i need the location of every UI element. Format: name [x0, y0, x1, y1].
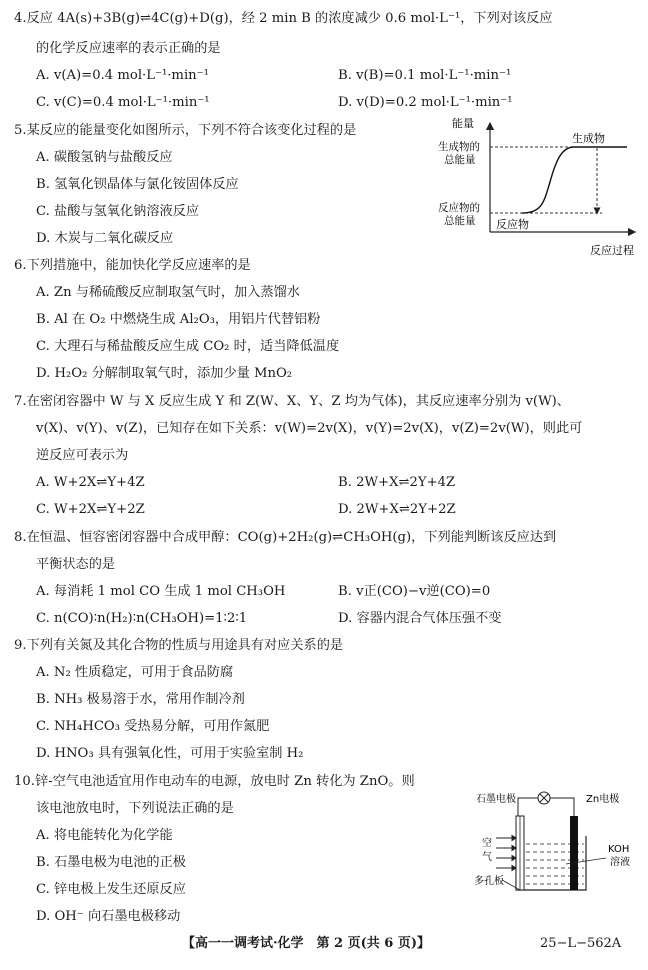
footer-code: 25−L−562A: [540, 936, 622, 951]
q5-option-c: C. 盐酸与氢氧化钠溶液反应: [36, 204, 200, 219]
q5-option-a: A. 碳酸氢钠与盐酸反应: [36, 150, 173, 165]
q8-stem-line1: 8.在恒温、恒容密闭容器中合成甲醇：CO(g)+2H₂(g)⇌CH₃OH(g)，下列能判断该反应达到: [14, 530, 557, 545]
q4-option-a: A. v(A)=0.4 mol·L⁻¹·min⁻¹: [36, 68, 209, 83]
q4-stem-line2: 的化学反应速率的表示正确的是: [36, 41, 221, 56]
reactant-total-line2: 总能量: [444, 215, 476, 227]
q9-option-a: A. N₂ 性质稳定，可用于食品防腐: [36, 665, 234, 680]
q5-option-b: B. 氢氧化钡晶体与氯化铵固体反应: [36, 177, 239, 192]
q10-option-a: A. 将电能转化为化学能: [36, 828, 173, 843]
q7-stem-line1: 7.在密闭容器中 W 与 X 反应生成 Y 和 Z(W、X、Y、Z 均为气体)，其反应速率分别为 v(W)、: [14, 394, 570, 409]
q7-option-a: A. W+2X⇌Y+4Z: [36, 475, 145, 490]
koh-label-1: KOH: [608, 844, 630, 855]
q8-stem-line2: 平衡状态的是: [36, 557, 116, 572]
koh-label-2: 溶液: [610, 857, 630, 868]
energy-curve: [522, 147, 627, 213]
reactant-label: 反应物: [496, 218, 529, 231]
q7-option-d: D. 2W+X⇌2Y+2Z: [338, 502, 456, 517]
q7-option-c: C. W+2X⇌Y+2Z: [36, 502, 145, 517]
q10-stem-line1: 10.锌-空气电池适宜用作电动车的电源，放电时 Zn 转化为 ZnO。则: [14, 774, 415, 789]
bulb-icon: [538, 792, 550, 804]
q6-option-b: B. Al 在 O₂ 中燃烧生成 Al₂O₃，用铝片代替铝粉: [36, 312, 321, 327]
q7-option-b: B. 2W+X⇌2Y+4Z: [338, 475, 456, 490]
q8-option-c: C. n(CO)∶n(H₂)∶n(CH₃OH)=1∶2∶1: [36, 611, 248, 626]
q7-stem-line2: v(X)、v(Y)、v(Z)，已知存在如下关系：v(W)=2v(X)，v(Y)=2v(X)，v(Z)=2v(W)，则此可: [36, 421, 583, 436]
q8-option-d: D. 容器内混合气体压强不变: [338, 611, 502, 626]
q8-option-b: B. v正(CO)−v逆(CO)=0: [338, 584, 491, 599]
battery-diagram: [466, 786, 642, 906]
product-total-line2: 总能量: [444, 154, 476, 166]
q5-stem: 5.某反应的能量变化如图所示，下列不符合该变化过程的是: [14, 123, 357, 138]
q8-option-a: A. 每消耗 1 mol CO 生成 1 mol CH₃OH: [36, 584, 286, 599]
product-total-line1: 生成物的: [438, 141, 480, 153]
q6-stem: 6.下列措施中，能加快化学反应速率的是: [14, 258, 251, 273]
footer-title: 【高一一调考试·化学 第 2 页(共 6 页)】: [182, 936, 431, 951]
product-label: 生成物: [572, 132, 605, 145]
y-axis-label: 能量: [452, 117, 474, 130]
zn-electrode-label: Zn电极: [586, 794, 620, 805]
q4-option-c: C. v(C)=0.4 mol·L⁻¹·min⁻¹: [36, 95, 210, 110]
q9-option-d: D. HNO₃ 具有强氧化性，可用于实验室制 H₂: [36, 746, 304, 761]
air-label-1: 空: [482, 838, 492, 849]
q6-option-c: C. 大理石与稀盐酸反应生成 CO₂ 时，适当降低温度: [36, 339, 340, 354]
page-footer: [182, 935, 430, 953]
zinc-electrode: [570, 816, 578, 890]
q10-option-c: C. 锌电极上发生还原反应: [36, 882, 186, 897]
q4-option-d: D. v(D)=0.2 mol·L⁻¹·min⁻¹: [338, 95, 513, 110]
reactant-total-line1: 反应物的: [438, 202, 480, 214]
q9-option-c: C. NH₄HCO₃ 受热易分解，可用作氮肥: [36, 719, 270, 734]
q7-stem-line3: 逆反应可表示为: [36, 448, 129, 463]
q6-option-d: D. H₂O₂ 分解制取氧气时，添加少量 MnO₂: [36, 366, 293, 381]
q4-option-b: B. v(B)=0.1 mol·L⁻¹·min⁻¹: [338, 68, 512, 83]
q10-option-b: B. 石墨电极为电池的正极: [36, 855, 186, 870]
q9-stem: 9.下列有关氮及其化合物的性质与用途具有对应关系的是: [14, 638, 344, 653]
q9-option-b: B. NH₃ 极易溶于水，常用作制冷剂: [36, 692, 245, 707]
q10-stem-line2: 该电池放电时，下列说法正确的是: [36, 801, 234, 816]
q10-option-d: D. OH⁻ 向石墨电极移动: [36, 909, 181, 924]
air-inflow-arrows: [496, 836, 516, 871]
x-axis-label: 反应过程: [590, 244, 634, 257]
graphite-electrode-label: 石墨电极: [476, 794, 516, 805]
q4-stem-line1: 4.反应 4A(s)+3B(g)⇌4C(g)+D(g)，经 2 min B 的浓度减少 0.6 mol·L⁻¹，下列对该反应: [14, 11, 553, 26]
porous-plate-label: 多孔板: [474, 876, 504, 887]
q6-option-a: A. Zn 与稀硫酸反应制取氢气时，加入蒸馏水: [36, 285, 300, 300]
energy-diagram: [432, 112, 642, 260]
air-label-2: 气: [482, 852, 492, 863]
q5-option-d: D. 木炭与二氧化碳反应: [36, 231, 174, 246]
